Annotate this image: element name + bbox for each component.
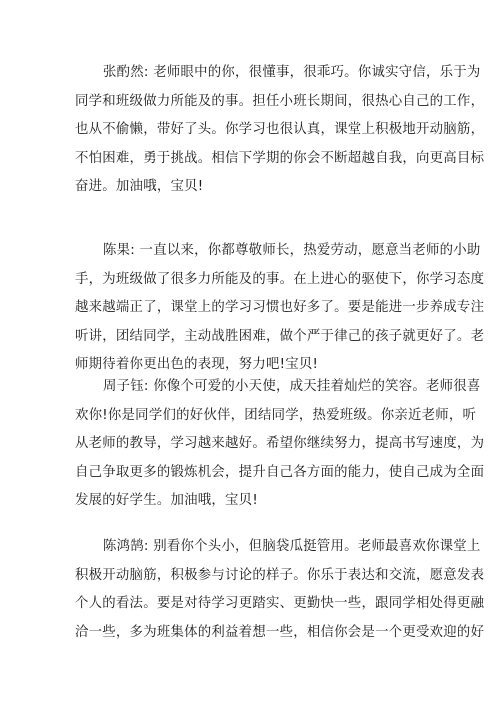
text-line: 也从不偷懒，带好了头。你学习也很认真，课堂上积极地开动脑筋，	[75, 122, 485, 137]
text-line: 个人的看法。要是对待学习更踏实、更勤快一些，跟同学相处得更融	[75, 596, 485, 611]
text-line: 陈鸿鹄: 别看你个头小，但脑袋瓜挺管用。老师最喜欢你课堂上	[103, 539, 481, 554]
text-line: 张酌然: 老师眼中的你，很懂事，很乖巧。你诚实守信，乐于为	[103, 65, 481, 80]
comment-zhang-zhuoran	[75, 59, 485, 202]
text-line: 越来越端正了，课堂上的学习习惯也好多了。要是能进一步养成专注	[75, 300, 485, 315]
text-line: 自己争取更多的锻炼机会，提升自己各方面的能力，使自己成为全面	[75, 464, 485, 480]
text-line: 听讲，团结同学，主动战胜困难，做个严于律己的孩子就更好了。老	[75, 328, 485, 344]
text-line: 不怕困难，勇于挑战。相信下学期的你会不断超越自我，向更高目标	[75, 150, 485, 166]
text-line: 手，为班级做了很多力所能及的事。在上进心的驱使下，你学习态度	[75, 271, 485, 287]
text-line: 奋进。加油哦，宝贝!	[75, 179, 204, 194]
text-line: 发展的好学生。加油哦，宝贝!	[75, 493, 258, 508]
text-line: 欢你!你是同学们的好伙伴，团结同学，热爱班级。你亲近老师，听	[75, 407, 477, 423]
comment-chen-guo	[75, 237, 485, 380]
text-line: 积极开动脑筋，积极参与讨论的样子。你乐于表达和交流，愿意发表	[75, 567, 485, 583]
text-line: 师期待着你更出色的表现，努力吧!宝贝!	[75, 357, 319, 372]
text-line: 陈果: 一直以来，你都尊敬师长，热爱劳动，愿意当老师的小助	[103, 243, 481, 258]
text-line: 洽一些，多为班集体的利益着想一些，相信你会是一个更受欢迎的好	[75, 624, 485, 640]
text-line: 同学和班级做力所能及的事。担任小班长期间，很热心自己的工作，	[75, 93, 485, 109]
comment-zhou-ziyu	[75, 373, 485, 516]
comment-chen-honghu	[75, 533, 485, 647]
text-line: 从老师的教导，学习越来越好。希望你继续努力，提高书写速度，为	[75, 436, 485, 451]
text-line: 周子钰: 你像个可爱的小天使，成天挂着灿烂的笑容。老师很喜	[103, 379, 481, 394]
